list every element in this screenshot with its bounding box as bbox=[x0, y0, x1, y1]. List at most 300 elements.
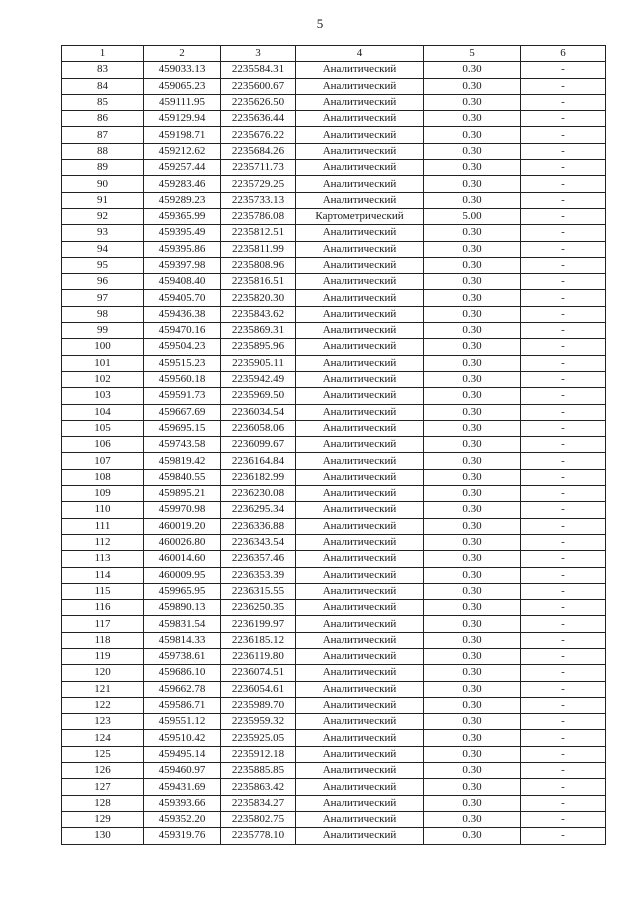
coordinates-table bbox=[61, 45, 606, 845]
method-cell: Аналитический bbox=[296, 779, 424, 795]
method-cell: Аналитический bbox=[296, 697, 424, 713]
y-coordinate-cell: 2235843.62 bbox=[221, 306, 296, 322]
y-coordinate-cell: 2235812.51 bbox=[221, 225, 296, 241]
x-coordinate-cell: 459319.76 bbox=[144, 828, 221, 844]
x-coordinate-cell: 459970.98 bbox=[144, 502, 221, 518]
note-cell: - bbox=[521, 632, 606, 648]
y-coordinate-cell: 2236119.80 bbox=[221, 648, 296, 664]
point-number-cell: 99 bbox=[62, 323, 144, 339]
note-cell: - bbox=[521, 437, 606, 453]
method-cell: Аналитический bbox=[296, 453, 424, 469]
note-cell: - bbox=[521, 779, 606, 795]
table-row bbox=[62, 600, 606, 616]
page-number: 5 bbox=[316, 16, 324, 31]
point-number-cell: 122 bbox=[62, 697, 144, 713]
method-cell: Аналитический bbox=[296, 371, 424, 387]
note-cell: - bbox=[521, 225, 606, 241]
accuracy-cell: 0.30 bbox=[424, 371, 521, 387]
point-number-cell: 106 bbox=[62, 437, 144, 453]
table-row bbox=[62, 534, 606, 550]
table-row bbox=[62, 290, 606, 306]
y-coordinate-cell: 2235869.31 bbox=[221, 323, 296, 339]
table-row bbox=[62, 714, 606, 730]
table-row bbox=[62, 388, 606, 404]
y-coordinate-cell: 2235600.67 bbox=[221, 78, 296, 94]
point-number-cell: 92 bbox=[62, 208, 144, 224]
table-row bbox=[62, 437, 606, 453]
note-cell: - bbox=[521, 355, 606, 371]
x-coordinate-cell: 460009.95 bbox=[144, 567, 221, 583]
table-row bbox=[62, 355, 606, 371]
accuracy-cell: 0.30 bbox=[424, 486, 521, 502]
accuracy-cell: 0.30 bbox=[424, 78, 521, 94]
y-coordinate-cell: 2235584.31 bbox=[221, 62, 296, 78]
y-coordinate-cell: 2236099.67 bbox=[221, 437, 296, 453]
accuracy-cell: 0.30 bbox=[424, 518, 521, 534]
table-row bbox=[62, 730, 606, 746]
point-number-cell: 107 bbox=[62, 453, 144, 469]
x-coordinate-cell: 459395.49 bbox=[144, 225, 221, 241]
table-row bbox=[62, 763, 606, 779]
table-row bbox=[62, 648, 606, 664]
method-cell: Аналитический bbox=[296, 714, 424, 730]
y-coordinate-cell: 2235733.13 bbox=[221, 192, 296, 208]
method-cell: Аналитический bbox=[296, 290, 424, 306]
point-number-cell: 87 bbox=[62, 127, 144, 143]
method-cell: Аналитический bbox=[296, 828, 424, 844]
y-coordinate-cell: 2236315.55 bbox=[221, 583, 296, 599]
accuracy-cell: 0.30 bbox=[424, 779, 521, 795]
method-cell: Аналитический bbox=[296, 632, 424, 648]
accuracy-cell: 0.30 bbox=[424, 648, 521, 664]
table-row bbox=[62, 811, 606, 827]
x-coordinate-cell: 459965.95 bbox=[144, 583, 221, 599]
point-number-cell: 94 bbox=[62, 241, 144, 257]
y-coordinate-cell: 2236336.88 bbox=[221, 518, 296, 534]
x-coordinate-cell: 459436.38 bbox=[144, 306, 221, 322]
x-coordinate-cell: 459667.69 bbox=[144, 404, 221, 420]
method-cell: Аналитический bbox=[296, 763, 424, 779]
point-number-cell: 114 bbox=[62, 567, 144, 583]
table-row bbox=[62, 518, 606, 534]
y-coordinate-cell: 2235885.85 bbox=[221, 763, 296, 779]
point-number-cell: 113 bbox=[62, 551, 144, 567]
method-cell: Аналитический bbox=[296, 111, 424, 127]
accuracy-cell: 0.30 bbox=[424, 730, 521, 746]
note-cell: - bbox=[521, 78, 606, 94]
note-cell: - bbox=[521, 241, 606, 257]
method-cell: Аналитический bbox=[296, 127, 424, 143]
table-row bbox=[62, 746, 606, 762]
table-row bbox=[62, 160, 606, 176]
method-cell: Аналитический bbox=[296, 502, 424, 518]
x-coordinate-cell: 459111.95 bbox=[144, 94, 221, 110]
table-row bbox=[62, 257, 606, 273]
accuracy-cell: 0.30 bbox=[424, 697, 521, 713]
table-row bbox=[62, 420, 606, 436]
accuracy-cell: 0.30 bbox=[424, 795, 521, 811]
point-number-cell: 118 bbox=[62, 632, 144, 648]
table-row bbox=[62, 469, 606, 485]
accuracy-cell: 0.30 bbox=[424, 616, 521, 632]
table-row bbox=[62, 127, 606, 143]
point-number-cell: 123 bbox=[62, 714, 144, 730]
table-row bbox=[62, 78, 606, 94]
point-number-cell: 120 bbox=[62, 665, 144, 681]
table-row bbox=[62, 486, 606, 502]
note-cell: - bbox=[521, 62, 606, 78]
table-row bbox=[62, 62, 606, 78]
point-number-cell: 103 bbox=[62, 388, 144, 404]
method-cell: Аналитический bbox=[296, 469, 424, 485]
point-number-cell: 90 bbox=[62, 176, 144, 192]
accuracy-cell: 0.30 bbox=[424, 306, 521, 322]
y-coordinate-cell: 2235959.32 bbox=[221, 714, 296, 730]
method-cell: Аналитический bbox=[296, 323, 424, 339]
table-row bbox=[62, 583, 606, 599]
x-coordinate-cell: 459504.23 bbox=[144, 339, 221, 355]
note-cell: - bbox=[521, 371, 606, 387]
table-row bbox=[62, 665, 606, 681]
method-cell: Аналитический bbox=[296, 241, 424, 257]
note-cell: - bbox=[521, 127, 606, 143]
table-row bbox=[62, 795, 606, 811]
method-cell: Аналитический bbox=[296, 795, 424, 811]
x-coordinate-cell: 459470.16 bbox=[144, 323, 221, 339]
accuracy-cell: 0.30 bbox=[424, 192, 521, 208]
x-coordinate-cell: 459495.14 bbox=[144, 746, 221, 762]
table-row bbox=[62, 208, 606, 224]
y-coordinate-cell: 2236353.39 bbox=[221, 567, 296, 583]
y-coordinate-cell: 2235811.99 bbox=[221, 241, 296, 257]
table-row bbox=[62, 616, 606, 632]
accuracy-cell: 0.30 bbox=[424, 160, 521, 176]
method-cell: Аналитический bbox=[296, 437, 424, 453]
x-coordinate-cell: 459431.69 bbox=[144, 779, 221, 795]
y-coordinate-cell: 2236250.35 bbox=[221, 600, 296, 616]
note-cell: - bbox=[521, 143, 606, 159]
point-number-cell: 119 bbox=[62, 648, 144, 664]
x-coordinate-cell: 459408.40 bbox=[144, 274, 221, 290]
y-coordinate-cell: 2235808.96 bbox=[221, 257, 296, 273]
table-row bbox=[62, 323, 606, 339]
y-coordinate-cell: 2235969.50 bbox=[221, 388, 296, 404]
note-cell: - bbox=[521, 192, 606, 208]
accuracy-cell: 0.30 bbox=[424, 714, 521, 730]
note-cell: - bbox=[521, 486, 606, 502]
x-coordinate-cell: 459551.12 bbox=[144, 714, 221, 730]
note-cell: - bbox=[521, 681, 606, 697]
note-cell: - bbox=[521, 94, 606, 110]
note-cell: - bbox=[521, 828, 606, 844]
accuracy-cell: 0.30 bbox=[424, 388, 521, 404]
x-coordinate-cell: 459510.42 bbox=[144, 730, 221, 746]
table-row bbox=[62, 306, 606, 322]
point-number-cell: 117 bbox=[62, 616, 144, 632]
y-coordinate-cell: 2236185.12 bbox=[221, 632, 296, 648]
note-cell: - bbox=[521, 469, 606, 485]
point-number-cell: 86 bbox=[62, 111, 144, 127]
x-coordinate-cell: 459283.46 bbox=[144, 176, 221, 192]
note-cell: - bbox=[521, 502, 606, 518]
y-coordinate-cell: 2235816.51 bbox=[221, 274, 296, 290]
method-cell: Аналитический bbox=[296, 62, 424, 78]
point-number-cell: 126 bbox=[62, 763, 144, 779]
method-cell: Аналитический bbox=[296, 143, 424, 159]
table-row bbox=[62, 567, 606, 583]
x-coordinate-cell: 459743.58 bbox=[144, 437, 221, 453]
y-coordinate-cell: 2236230.08 bbox=[221, 486, 296, 502]
y-coordinate-cell: 2236357.46 bbox=[221, 551, 296, 567]
y-coordinate-cell: 2235636.44 bbox=[221, 111, 296, 127]
table-row bbox=[62, 697, 606, 713]
header-cell: 3 bbox=[221, 46, 296, 62]
y-coordinate-cell: 2235676.22 bbox=[221, 127, 296, 143]
method-cell: Аналитический bbox=[296, 730, 424, 746]
method-cell: Аналитический bbox=[296, 534, 424, 550]
y-coordinate-cell: 2235925.05 bbox=[221, 730, 296, 746]
note-cell: - bbox=[521, 648, 606, 664]
note-cell: - bbox=[521, 583, 606, 599]
table-row bbox=[62, 502, 606, 518]
x-coordinate-cell: 459695.15 bbox=[144, 420, 221, 436]
point-number-cell: 115 bbox=[62, 583, 144, 599]
x-coordinate-cell: 459738.61 bbox=[144, 648, 221, 664]
x-coordinate-cell: 459814.33 bbox=[144, 632, 221, 648]
point-number-cell: 84 bbox=[62, 78, 144, 94]
accuracy-cell: 0.30 bbox=[424, 437, 521, 453]
method-cell: Аналитический bbox=[296, 355, 424, 371]
point-number-cell: 108 bbox=[62, 469, 144, 485]
point-number-cell: 116 bbox=[62, 600, 144, 616]
accuracy-cell: 0.30 bbox=[424, 241, 521, 257]
accuracy-cell: 0.30 bbox=[424, 339, 521, 355]
note-cell: - bbox=[521, 453, 606, 469]
note-cell: - bbox=[521, 160, 606, 176]
x-coordinate-cell: 459686.10 bbox=[144, 665, 221, 681]
accuracy-cell: 0.30 bbox=[424, 257, 521, 273]
table-body bbox=[62, 46, 606, 845]
note-cell: - bbox=[521, 551, 606, 567]
note-cell: - bbox=[521, 290, 606, 306]
accuracy-cell: 0.30 bbox=[424, 127, 521, 143]
point-number-cell: 125 bbox=[62, 746, 144, 762]
point-number-cell: 98 bbox=[62, 306, 144, 322]
y-coordinate-cell: 2236164.84 bbox=[221, 453, 296, 469]
accuracy-cell: 0.30 bbox=[424, 323, 521, 339]
header-cell: 6 bbox=[521, 46, 606, 62]
point-number-cell: 97 bbox=[62, 290, 144, 306]
accuracy-cell: 0.30 bbox=[424, 665, 521, 681]
point-number-cell: 109 bbox=[62, 486, 144, 502]
point-number-cell: 128 bbox=[62, 795, 144, 811]
x-coordinate-cell: 459662.78 bbox=[144, 681, 221, 697]
x-coordinate-cell: 459289.23 bbox=[144, 192, 221, 208]
table-row bbox=[62, 111, 606, 127]
accuracy-cell: 0.30 bbox=[424, 746, 521, 762]
method-cell: Аналитический bbox=[296, 339, 424, 355]
method-cell: Аналитический bbox=[296, 388, 424, 404]
note-cell: - bbox=[521, 257, 606, 273]
table-header-row bbox=[62, 46, 606, 62]
point-number-cell: 112 bbox=[62, 534, 144, 550]
method-cell: Аналитический bbox=[296, 811, 424, 827]
method-cell: Аналитический bbox=[296, 518, 424, 534]
note-cell: - bbox=[521, 714, 606, 730]
x-coordinate-cell: 459460.97 bbox=[144, 763, 221, 779]
note-cell: - bbox=[521, 339, 606, 355]
point-number-cell: 127 bbox=[62, 779, 144, 795]
table-row bbox=[62, 371, 606, 387]
x-coordinate-cell: 459395.86 bbox=[144, 241, 221, 257]
x-coordinate-cell: 459065.23 bbox=[144, 78, 221, 94]
table-row bbox=[62, 453, 606, 469]
note-cell: - bbox=[521, 323, 606, 339]
y-coordinate-cell: 2235834.27 bbox=[221, 795, 296, 811]
accuracy-cell: 0.30 bbox=[424, 176, 521, 192]
table-row bbox=[62, 225, 606, 241]
method-cell: Аналитический bbox=[296, 78, 424, 94]
note-cell: - bbox=[521, 404, 606, 420]
note-cell: - bbox=[521, 208, 606, 224]
point-number-cell: 110 bbox=[62, 502, 144, 518]
x-coordinate-cell: 460026.80 bbox=[144, 534, 221, 550]
y-coordinate-cell: 2235905.11 bbox=[221, 355, 296, 371]
y-coordinate-cell: 2236199.97 bbox=[221, 616, 296, 632]
note-cell: - bbox=[521, 274, 606, 290]
note-cell: - bbox=[521, 600, 606, 616]
method-cell: Аналитический bbox=[296, 225, 424, 241]
point-number-cell: 105 bbox=[62, 420, 144, 436]
method-cell: Аналитический bbox=[296, 551, 424, 567]
y-coordinate-cell: 2236058.06 bbox=[221, 420, 296, 436]
method-cell: Аналитический bbox=[296, 681, 424, 697]
x-coordinate-cell: 459840.55 bbox=[144, 469, 221, 485]
table-row bbox=[62, 551, 606, 567]
x-coordinate-cell: 459212.62 bbox=[144, 143, 221, 159]
x-coordinate-cell: 459895.21 bbox=[144, 486, 221, 502]
x-coordinate-cell: 460019.20 bbox=[144, 518, 221, 534]
x-coordinate-cell: 459352.20 bbox=[144, 811, 221, 827]
x-coordinate-cell: 459397.98 bbox=[144, 257, 221, 273]
y-coordinate-cell: 2236074.51 bbox=[221, 665, 296, 681]
method-cell: Аналитический bbox=[296, 665, 424, 681]
note-cell: - bbox=[521, 111, 606, 127]
accuracy-cell: 0.30 bbox=[424, 763, 521, 779]
accuracy-cell: 5.00 bbox=[424, 208, 521, 224]
x-coordinate-cell: 459515.23 bbox=[144, 355, 221, 371]
point-number-cell: 89 bbox=[62, 160, 144, 176]
method-cell: Аналитический bbox=[296, 616, 424, 632]
note-cell: - bbox=[521, 518, 606, 534]
x-coordinate-cell: 459257.44 bbox=[144, 160, 221, 176]
accuracy-cell: 0.30 bbox=[424, 583, 521, 599]
accuracy-cell: 0.30 bbox=[424, 600, 521, 616]
accuracy-cell: 0.30 bbox=[424, 502, 521, 518]
table-row bbox=[62, 143, 606, 159]
point-number-cell: 102 bbox=[62, 371, 144, 387]
y-coordinate-cell: 2236343.54 bbox=[221, 534, 296, 550]
accuracy-cell: 0.30 bbox=[424, 143, 521, 159]
note-cell: - bbox=[521, 763, 606, 779]
x-coordinate-cell: 460014.60 bbox=[144, 551, 221, 567]
method-cell: Аналитический bbox=[296, 486, 424, 502]
table-row bbox=[62, 681, 606, 697]
point-number-cell: 129 bbox=[62, 811, 144, 827]
y-coordinate-cell: 2236182.99 bbox=[221, 469, 296, 485]
accuracy-cell: 0.30 bbox=[424, 469, 521, 485]
note-cell: - bbox=[521, 176, 606, 192]
note-cell: - bbox=[521, 616, 606, 632]
y-coordinate-cell: 2235778.10 bbox=[221, 828, 296, 844]
y-coordinate-cell: 2235684.26 bbox=[221, 143, 296, 159]
note-cell: - bbox=[521, 306, 606, 322]
x-coordinate-cell: 459890.13 bbox=[144, 600, 221, 616]
y-coordinate-cell: 2235912.18 bbox=[221, 746, 296, 762]
table-row bbox=[62, 192, 606, 208]
x-coordinate-cell: 459033.13 bbox=[144, 62, 221, 78]
method-cell: Аналитический bbox=[296, 746, 424, 762]
y-coordinate-cell: 2235895.96 bbox=[221, 339, 296, 355]
point-number-cell: 96 bbox=[62, 274, 144, 290]
y-coordinate-cell: 2235802.75 bbox=[221, 811, 296, 827]
table-row bbox=[62, 779, 606, 795]
table-row bbox=[62, 404, 606, 420]
note-cell: - bbox=[521, 746, 606, 762]
y-coordinate-cell: 2235863.42 bbox=[221, 779, 296, 795]
y-coordinate-cell: 2236034.54 bbox=[221, 404, 296, 420]
x-coordinate-cell: 459198.71 bbox=[144, 127, 221, 143]
accuracy-cell: 0.30 bbox=[424, 94, 521, 110]
table-row bbox=[62, 274, 606, 290]
accuracy-cell: 0.30 bbox=[424, 828, 521, 844]
point-number-cell: 124 bbox=[62, 730, 144, 746]
note-cell: - bbox=[521, 665, 606, 681]
x-coordinate-cell: 459365.99 bbox=[144, 208, 221, 224]
method-cell: Аналитический bbox=[296, 567, 424, 583]
y-coordinate-cell: 2236295.34 bbox=[221, 502, 296, 518]
method-cell: Аналитический bbox=[296, 420, 424, 436]
note-cell: - bbox=[521, 420, 606, 436]
header-cell: 4 bbox=[296, 46, 424, 62]
point-number-cell: 95 bbox=[62, 257, 144, 273]
note-cell: - bbox=[521, 697, 606, 713]
y-coordinate-cell: 2235989.70 bbox=[221, 697, 296, 713]
x-coordinate-cell: 459819.42 bbox=[144, 453, 221, 469]
y-coordinate-cell: 2235729.25 bbox=[221, 176, 296, 192]
note-cell: - bbox=[521, 730, 606, 746]
accuracy-cell: 0.30 bbox=[424, 534, 521, 550]
header-cell: 5 bbox=[424, 46, 521, 62]
accuracy-cell: 0.30 bbox=[424, 420, 521, 436]
point-number-cell: 91 bbox=[62, 192, 144, 208]
method-cell: Аналитический bbox=[296, 306, 424, 322]
y-coordinate-cell: 2235711.73 bbox=[221, 160, 296, 176]
point-number-cell: 88 bbox=[62, 143, 144, 159]
point-number-cell: 111 bbox=[62, 518, 144, 534]
method-cell: Аналитический bbox=[296, 192, 424, 208]
table-row bbox=[62, 339, 606, 355]
y-coordinate-cell: 2235942.49 bbox=[221, 371, 296, 387]
y-coordinate-cell: 2235626.50 bbox=[221, 94, 296, 110]
point-number-cell: 130 bbox=[62, 828, 144, 844]
x-coordinate-cell: 459831.54 bbox=[144, 616, 221, 632]
accuracy-cell: 0.30 bbox=[424, 632, 521, 648]
accuracy-cell: 0.30 bbox=[424, 551, 521, 567]
accuracy-cell: 0.30 bbox=[424, 62, 521, 78]
accuracy-cell: 0.30 bbox=[424, 225, 521, 241]
method-cell: Аналитический bbox=[296, 583, 424, 599]
